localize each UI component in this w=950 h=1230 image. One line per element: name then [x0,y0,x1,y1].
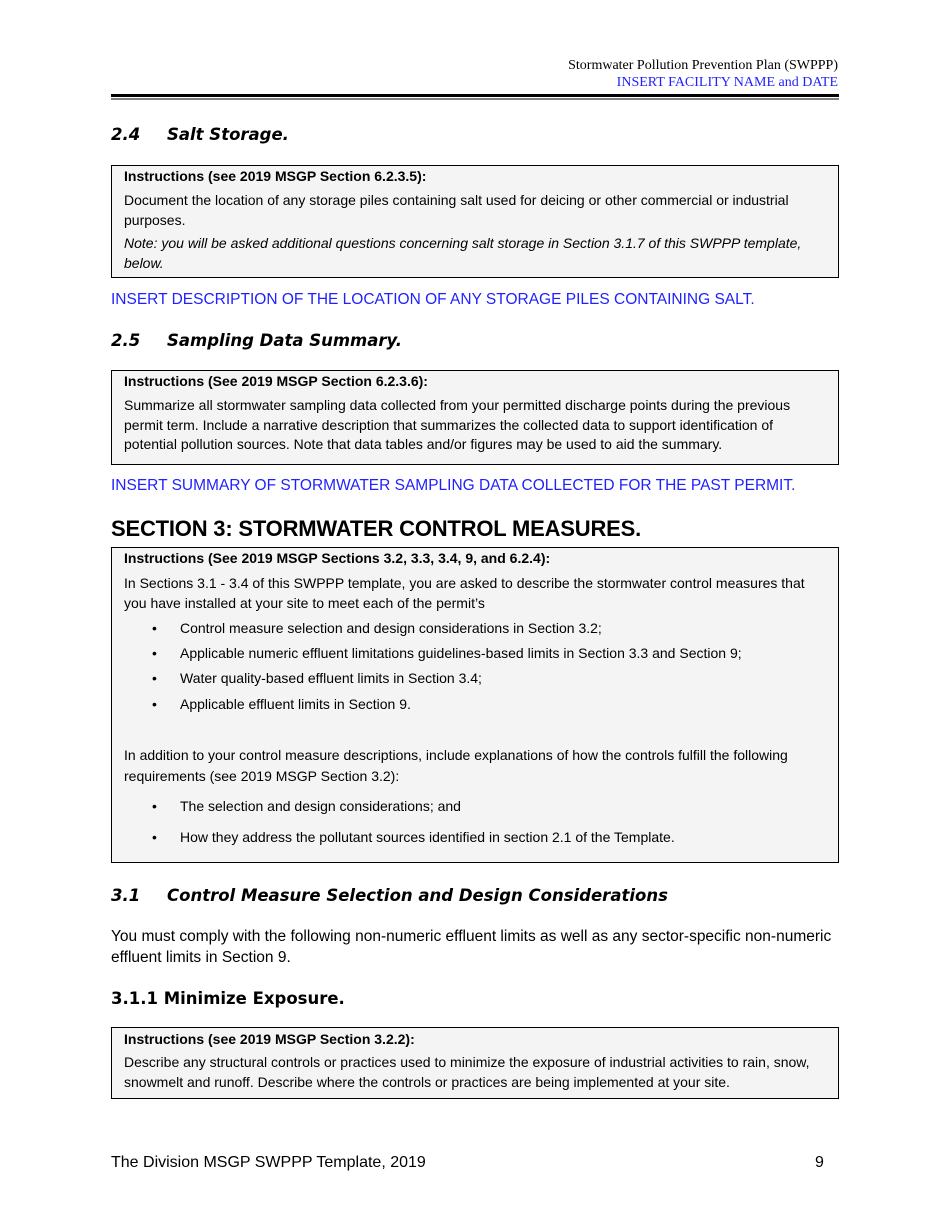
heading-2-4 [111,125,289,145]
bullet-icon: • [152,829,157,845]
instructions-text: Describe any structural controls or practices used to minimize the exposure of industrial activities to rain, snow, snowmelt and runoff. Describe where the controls or practices are being implemented at your site. [124,1054,810,1090]
bullet-icon: • [152,670,157,686]
header-facility-placeholder: INSERT FACILITY NAME and DATE [616,75,838,90]
header-rule-grey [111,98,839,100]
bullet-icon: • [152,620,157,636]
instructions-text: Document the location of any storage piles containing salt used for deicing or other commercial or industrial purposes. [124,192,789,228]
instructions-box-control-measures: Instructions (See 2019 MSGP Sections 3.2, 3.3, 3.4, 9, and 6.2.4): In Sections 3.1 - 3.4 of this SWPPP template, you are asked to describe the stormwater control measures that you have installed at your site to meet each of the permit’s • Control measure selection and design considerations in Section 3.2; • Applicable numeric effluent limitations guidelines-based limits in Section 3.3 and Section 9; • Water quality-based effluent limits in Section 3.4; • Applicable effluent limits in Section 9. In addition to your control measure descriptions, include explanations of how the controls fulfill the following requirements (see 2019 MSGP Section 3.2): • The selection and design considerations; and • How they address the pollutant sources identified in section 2.1 of the Template. [111,547,839,863]
instructions-box-sampling [111,370,839,465]
instructions-text: Summarize all stormwater sampling data collected from your permitted discharge points during the previous permit term. Include a narrative description that summarizes the collected data to support identification of potential pollution sources. Note that data tables and/or figures may be used to aid the summary. [124,397,791,452]
heading-text: Salt Storage. [167,125,289,144]
instructions-text: In addition to your control measure descriptions, include explanations of how the controls fulfill the following requirements (see 2019 MSGP Section 3.2): [124,747,788,784]
instructions-title: Instructions (see 2019 MSGP Section 3.2.2): [124,1031,415,1047]
heading-text: Sampling Data Summary. [167,331,403,350]
instructions-title: Instructions (See 2019 MSGP Section 6.2.3.6): [124,373,428,389]
header-rule-dark [111,94,839,97]
instructions-title: Instructions (see 2019 MSGP Section 6.2.3.5): [124,168,427,184]
heading-3-1 [111,886,668,906]
page-number: 9 [815,1154,824,1171]
instructions-box-minimize-exposure [111,1027,839,1099]
bullet-icon: • [152,696,157,712]
insert-placeholder-salt: INSERT DESCRIPTION OF THE LOCATION OF ANY STORAGE PILES CONTAINING SALT. [111,291,755,308]
footer-text: The Division MSGP SWPPP Template, 2019 [111,1154,426,1171]
body-paragraph: You must comply with the following non-numeric effluent limits as well as any sector-specific non-numeric effluent limits in Section 9. [111,928,832,966]
instructions-note: Note: you will be asked additional questions concerning salt storage in Section 3.1.7 of this SWPPP template, below. [124,235,802,271]
heading-number: 2.4 [111,125,141,144]
heading-3-1-1: 3.1.1 Minimize Exposure. [111,989,345,1008]
instructions-title: Instructions (See 2019 MSGP Sections 3.2, 3.3, 3.4, 9, and 6.2.4): [124,550,551,566]
section-3-heading: SECTION 3: STORMWATER CONTROL MEASURES. [111,516,642,541]
instructions-text: In Sections 3.1 - 3.4 of this SWPPP template, you are asked to describe the stormwater control measures that you have installed at your site to meet each of the permit’s [124,575,805,611]
heading-2-5 [111,331,402,351]
header-title: Stormwater Pollution Prevention Plan (SWPPP) [568,58,838,73]
bullet-icon: • [152,645,157,661]
insert-placeholder-sampling: INSERT SUMMARY OF STORMWATER SAMPLING DATA COLLECTED FOR THE PAST PERMIT. [111,477,796,494]
heading-number: 3.1 [111,886,141,905]
bullet-icon: • [152,798,157,814]
heading-text: Control Measure Selection and Design Considerations [167,886,668,905]
instructions-box-salt [111,165,839,278]
heading-number: 2.5 [111,331,141,350]
